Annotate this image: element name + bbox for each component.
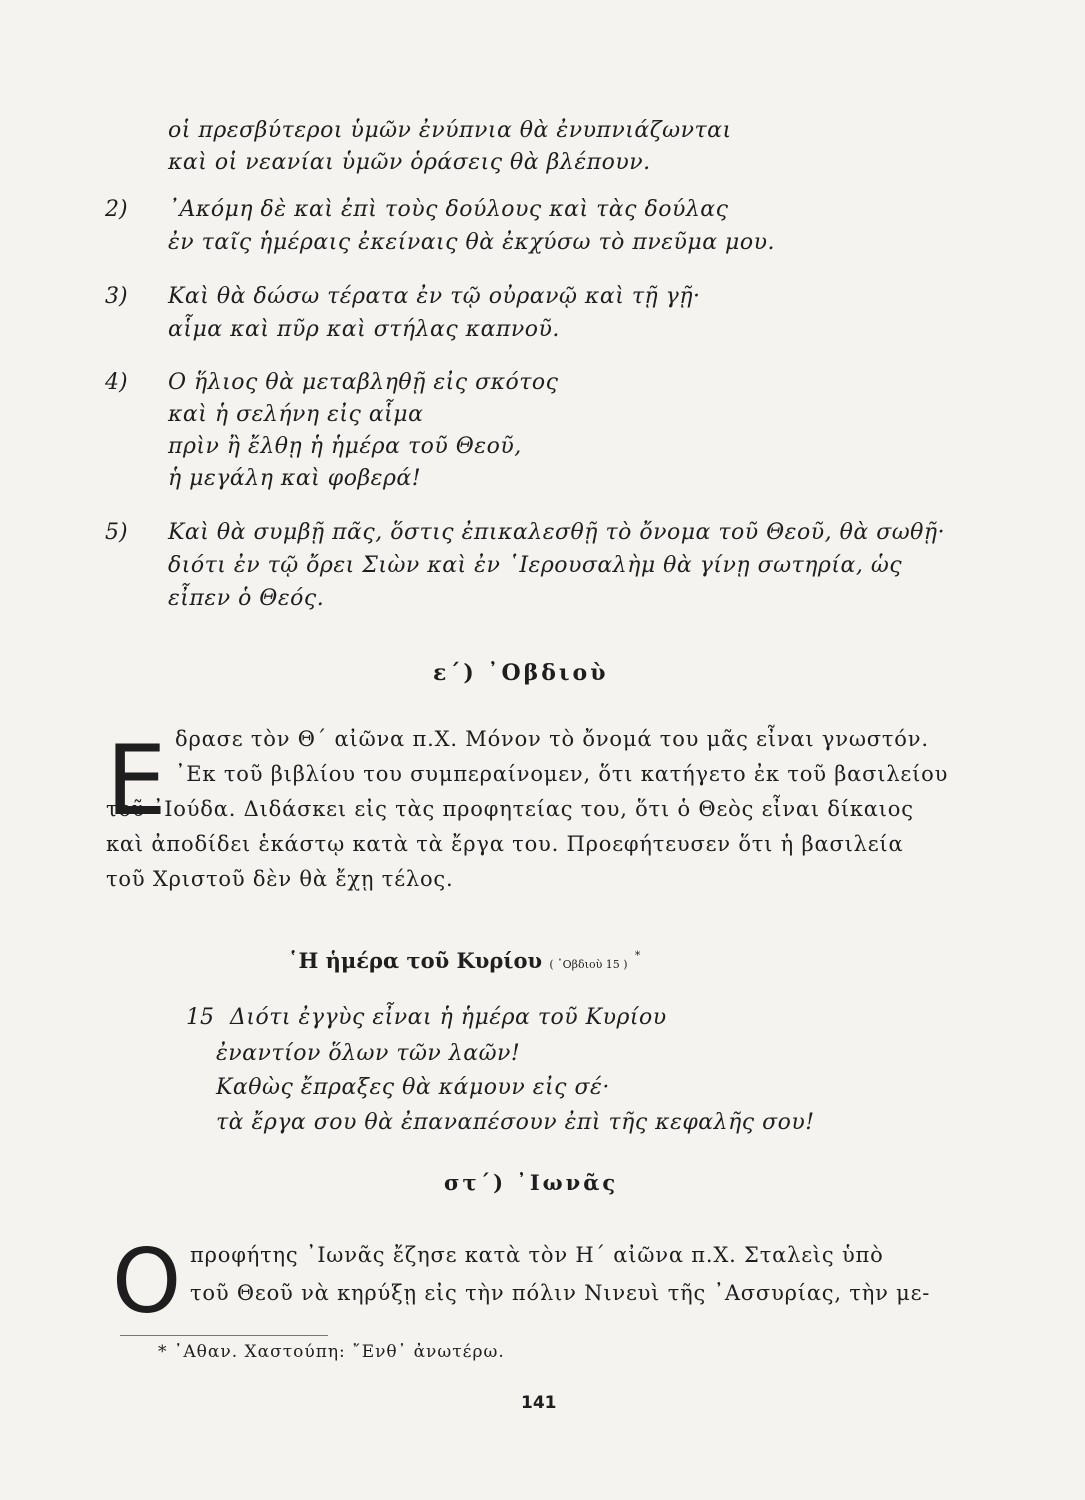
poem-line: πρὶν ἢ ἔλθῃ ἡ ἡμέρα τοῦ Θεοῦ, [168, 434, 522, 459]
poem-line: Ο ἥλιος θὰ μεταβληθῇ εἰς σκότος [168, 370, 559, 395]
poem-line: Διότι ἐγγὺς εἶναι ἡ ἡμέρα τοῦ Κυρίου [230, 1005, 667, 1030]
subsection-heading [288, 948, 640, 973]
poem-line: εἶπεν ὁ Θεός. [168, 586, 325, 611]
paragraph-line: ᾽Εκ τοῦ βιβλίου του συμπεραίνομεν, ὅτι κατήγετο ἐκ τοῦ βασιλείου [175, 762, 949, 786]
verse-number: 15 [186, 1005, 214, 1030]
paragraph-line: καὶ ἀποδίδει ἑκάστῳ κατὰ τὰ ἔργα του. Προεφήτευσεν ὅτι ἡ βασιλεία [106, 832, 904, 856]
poem-line: αἷμα καὶ πῦρ καὶ στήλας καπνοῦ. [168, 317, 560, 342]
poem-line: ἐναντίον ὅλων τῶν λαῶν! [216, 1041, 521, 1066]
paragraph-line: τοῦ Χριστοῦ δὲν θὰ ἔχῃ τέλος. [106, 867, 454, 891]
section-heading-obdiou: ε´) ᾽Οβδιοὺ [433, 660, 609, 686]
page-number: 141 [521, 1393, 557, 1413]
paragraph-line: δρασε τὸν Θ´ αἰῶνα π.Χ. Μόνον τὸ ὄνομά του μᾶς εἶναι γνωστόν. [175, 727, 929, 751]
poem-line: διότι ἐν τῷ ὄρει Σιὼν καὶ ἐν ῾Ιερουσαλὴμ θὰ γίνῃ σωτηρία, ὡς [168, 553, 903, 578]
paragraph-line: προφήτης ᾽Ιωνᾶς ἔζησε κατὰ τὸν Η´ αἰῶνα π.Χ. Σταλεὶς ὑπὸ [190, 1243, 884, 1267]
footnote: * ᾽Αθαν. Χαστούπη: ῎Ενθ᾽ ἀνωτέρω. [158, 1342, 505, 1362]
verse-number: 4) [105, 370, 128, 395]
section-heading-ionas: στ´) ᾽Ιωνᾶς [444, 1170, 619, 1195]
footnote-marker: * [634, 949, 641, 962]
poem-line: Καὶ θὰ συμβῇ πᾶς, ὅστις ἐπικαλεσθῇ τὸ ὄνομα τοῦ Θεοῦ, θὰ σωθῇ· [168, 520, 946, 545]
poem-line: ἡ μεγάλη καὶ φοβερά! [168, 466, 422, 491]
poem-line: καὶ οἱ νεανίαι ὑμῶν ὁράσεις θὰ βλέπουν. [168, 150, 651, 175]
poem-line: οἱ πρεσβύτεροι ὑμῶν ἐνύπνια θὰ ἐνυπνιάζωνται [168, 118, 732, 143]
poem-line: Καθὼς ἔπραξες θὰ κάμουν εἰς σέ· [216, 1075, 610, 1100]
paragraph-line: τοῦ ᾽Ιούδα. Διδάσκει εἰς τὰς προφητείας του, ὅτι ὁ Θεὸς εἶναι δίκαιος [106, 797, 914, 821]
poem-line: ἐν ταῖς ἡμέραις ἐκείναις θὰ ἐκχύσω τὸ πνεῦμα μου. [168, 230, 775, 255]
poem-line: ᾽Ακόμη δὲ καὶ ἐπὶ τοὺς δούλους καὶ τὰς δούλας [168, 197, 729, 222]
verse-number: 3) [105, 284, 128, 309]
drop-cap: Ε [106, 725, 167, 837]
verse-number: 2) [105, 197, 128, 222]
footnote-rule [120, 1335, 328, 1336]
poem-line: Καὶ θὰ δώσω τέρατα ἐν τῷ οὐρανῷ καὶ τῇ γῇ· [168, 284, 701, 309]
drop-cap: Ο [112, 1230, 182, 1333]
subsection-reference: ( ᾽Οβδιοὺ 15 ) [549, 958, 628, 971]
paragraph-line: τοῦ Θεοῦ νὰ κηρύξῃ εἰς τὴν πόλιν Νινευὶ τῆς ᾽Ασσυρίας, τὴν με- [190, 1281, 931, 1305]
verse-number: 5) [105, 520, 128, 545]
poem-line: καὶ ἡ σελήνη εἰς αἷμα [168, 402, 424, 427]
subsection-title: ῾Η ἡμέρα τοῦ Κυρίου [288, 948, 543, 973]
poem-line: τὰ ἔργα σου θὰ ἐπαναπέσουν ἐπὶ τῆς κεφαλῆς σου! [216, 1110, 815, 1135]
